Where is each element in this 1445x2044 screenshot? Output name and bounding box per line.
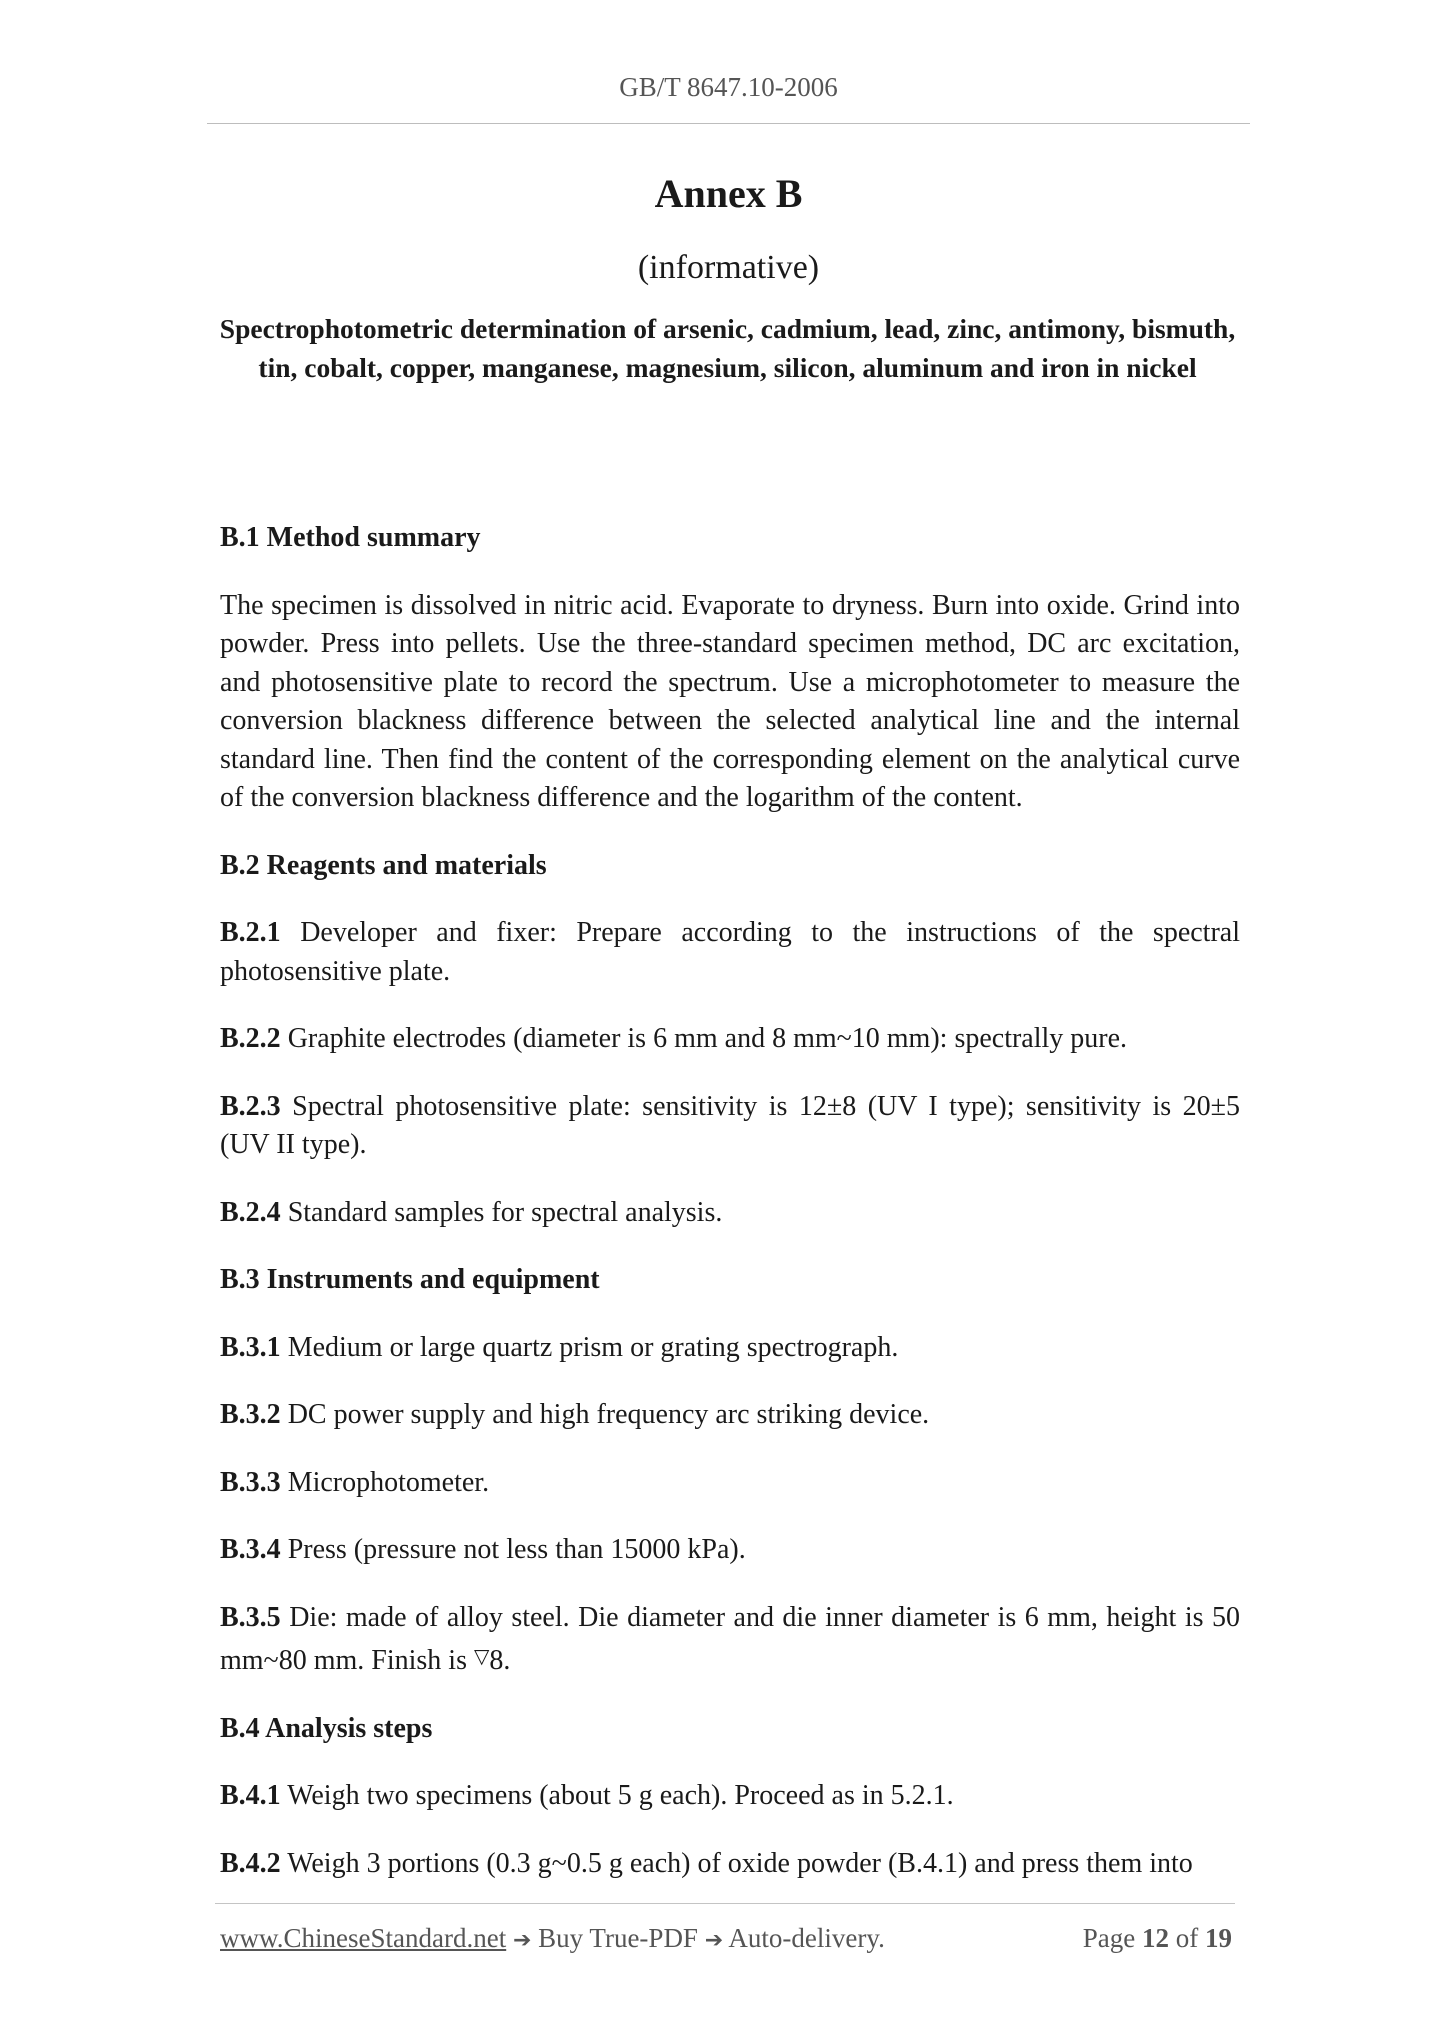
clause-b2-2 <box>220 1020 1240 1059</box>
of-label: of <box>1175 1923 1199 1953</box>
document-id-header: GB/T 8647.10-2006 <box>619 72 838 102</box>
arrow-right-icon: ➔ <box>704 1928 724 1953</box>
buy-pdf-text: Buy True-PDF <box>538 1923 698 1953</box>
clause-text: DC power supply and high frequency arc striking device. <box>287 1399 930 1430</box>
clause-b2-4 <box>220 1194 1240 1233</box>
footer-divider <box>215 1903 1235 1904</box>
document-body <box>220 519 1240 1883</box>
clause-number: B.2.1 <box>220 917 281 948</box>
clause-number: B.2.2 <box>220 1023 281 1054</box>
arrow-right-icon: ➔ <box>512 1928 532 1953</box>
clause-b3-1 <box>220 1329 1240 1368</box>
annex-type: (informative) <box>637 249 820 286</box>
section-heading-b4: B.4 Analysis steps <box>220 1712 433 1744</box>
clause-text: Developer and fixer: Prepare according to the instructions of the spectral photosensitive plate. <box>220 917 1240 987</box>
clause-text: Die: made of alloy steel. Die diameter and die inner diameter is 6 mm, height is 50 mm~80 mm. Finish is <box>220 1601 1241 1676</box>
page-label: Page <box>1082 1923 1136 1953</box>
clause-number: B.2.3 <box>220 1090 281 1122</box>
clause-b3-2 <box>220 1396 1240 1435</box>
annex-title: Annex B <box>654 171 803 216</box>
total-pages-number: 19 <box>1205 1923 1232 1953</box>
clause-text: Press (pressure not less than 15000 kPa). <box>287 1534 746 1565</box>
paragraph-b1: The specimen is dissolved in nitric acid. Evaporate to dryness. Burn into oxide. Grind into powder. Press into pellets. Use the three-standard specimen method, DC arc excitation, and photosensitive plate to record the spectrum. Use a microphotometer to measure the conversion blackness difference between the selected analytical line and the internal standard line. Then find the content of the corresponding element on the analytical curve of the conversion blackness difference and the logarithm of the content. <box>220 589 1240 813</box>
site-link[interactable]: www.ChineseStandard.net <box>220 1923 507 1953</box>
clause-b2-1 <box>220 914 1240 991</box>
section-heading-b2: B.2 Reagents and materials <box>220 849 547 881</box>
clause-number: B.3.4 <box>220 1534 281 1565</box>
clause-b3-3 <box>220 1464 1240 1503</box>
annex-description: Spectrophotometric determination of arsenic, cadmium, lead, zinc, antimony, bismuth, tin, cobalt, copper, manganese, magnesium, silicon, aluminum and iron in nickel <box>219 313 1236 383</box>
page-indicator <box>1083 1923 1232 1954</box>
finish-symbol-icon: ▽ <box>473 1644 490 1668</box>
current-page-number: 12 <box>1142 1923 1169 1953</box>
clause-text: Spectral photosensitive plate: sensitivity is 12±8 (UV I type); sensitivity is 20±5 (UV II type). <box>220 1090 1240 1160</box>
clause-number: B.3.5 <box>220 1601 281 1633</box>
clause-text: Microphotometer. <box>287 1466 490 1498</box>
clause-b3-4 <box>220 1531 1240 1570</box>
clause-b3-5 <box>220 1599 1240 1681</box>
clause-text: Graphite electrodes (diameter is 6 mm and 8 mm~10 mm): spectrally pure. <box>287 1023 1128 1054</box>
clause-text: Medium or large quartz prism or grating spectrograph. <box>287 1331 899 1363</box>
clause-number: B.3.1 <box>220 1331 281 1363</box>
clause-number: B.4.2 <box>220 1847 281 1879</box>
section-heading-b1: B.1 Method summary <box>220 522 481 553</box>
clause-text: Weigh two specimens (about 5 g each). Proceed as in 5.2.1. <box>287 1780 954 1811</box>
clause-text: Weigh 3 portions (0.3 g~0.5 g each) of oxide powder (B.4.1) and press them into <box>287 1847 1193 1879</box>
auto-delivery-text: Auto-delivery. <box>728 1923 885 1953</box>
clause-b2-3 <box>220 1088 1240 1165</box>
clause-b4-1 <box>220 1777 1240 1816</box>
section-heading-b3: B.3 Instruments and equipment <box>220 1264 600 1295</box>
clause-number: B.4.1 <box>220 1780 281 1811</box>
clause-text: Standard samples for spectral analysis. <box>287 1196 723 1228</box>
clause-number: B.3.2 <box>220 1399 281 1430</box>
clause-b4-2 <box>220 1845 1240 1884</box>
finish-value: 8. <box>489 1645 511 1676</box>
clause-number: B.2.4 <box>220 1196 281 1228</box>
clause-number: B.3.3 <box>220 1466 281 1498</box>
header-divider <box>207 123 1250 124</box>
